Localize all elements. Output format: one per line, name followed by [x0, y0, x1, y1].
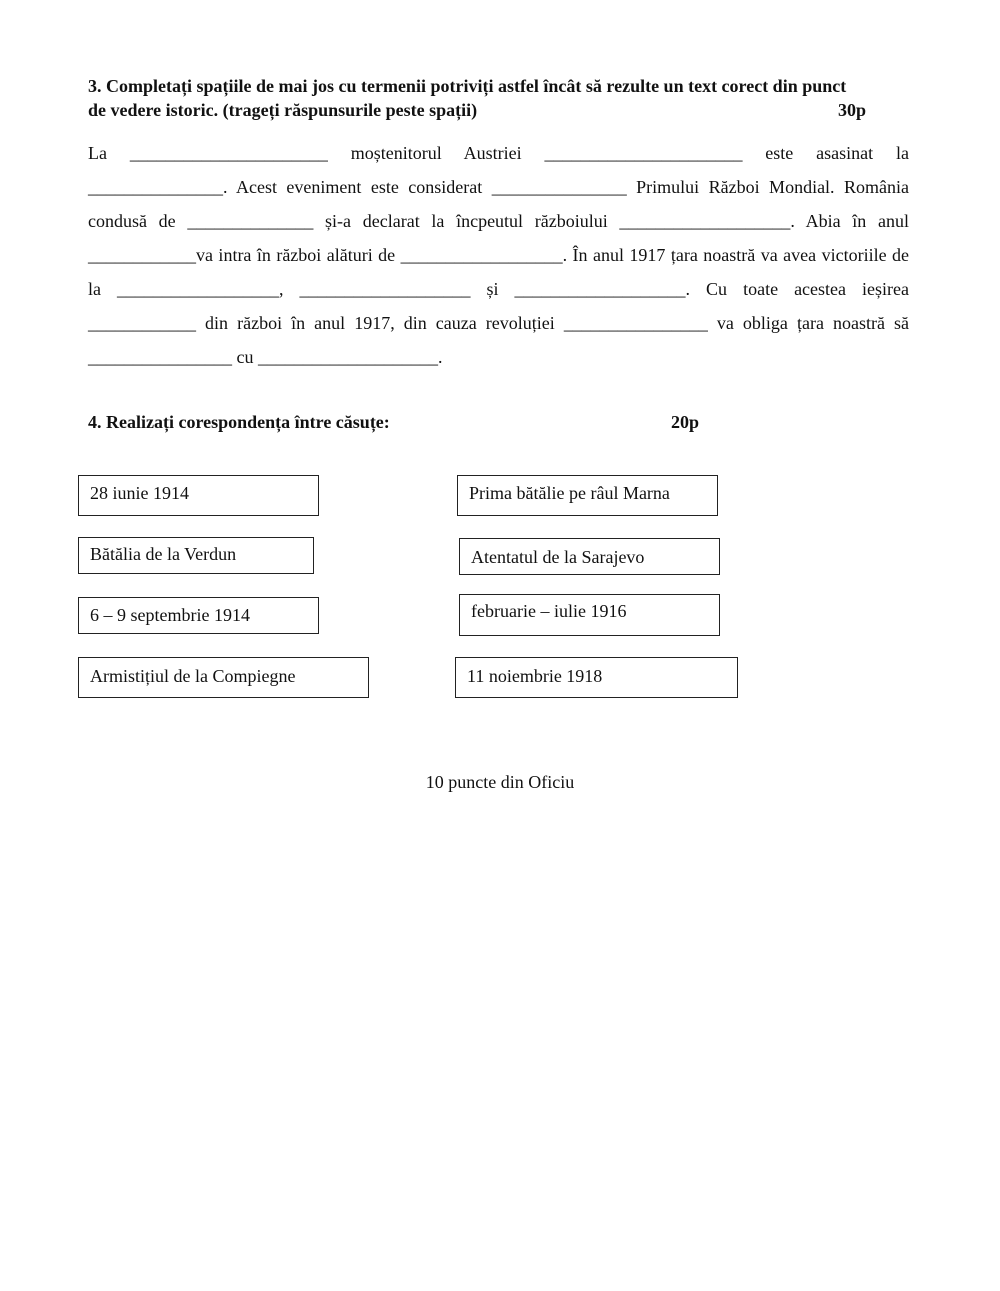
match-box-right-2[interactable]: Atentatul de la Sarajevo	[459, 538, 720, 575]
match-box-left-2[interactable]: Bătălia de la Verdun	[78, 537, 314, 574]
question-4-title: 4. Realizați corespondența între căsuțe:	[88, 412, 390, 432]
footer-note: 10 puncte din Oficiu	[425, 772, 575, 792]
question-3-fill-in-text: La ______________________ moștenitorul Austriei ______________________ este asasinat la _______________. Acest eveniment este considerat _______________ Primului Război Mondial. România condusă de ______________ și-a declarat la încpeutul războiului ___________________. Abia în anul ____________va intra în război alături de __________________. În anul 1917 țara noastră va avea victoriile de la __________________, ___________________ și ___________________. Cu toate acestea ieșirea ____________ din război în anul 1917, din cauza revoluției ________________ va obliga țara noastră să ________________ cu ____________________.	[88, 143, 909, 367]
question-3-points: 30p	[837, 100, 866, 120]
match-box-left-3[interactable]: 6 – 9 septembrie 1914	[78, 597, 319, 634]
match-box-left-4[interactable]: Armistițiul de la Compiegne	[78, 657, 369, 698]
match-box-left-1[interactable]: 28 iunie 1914	[78, 475, 319, 516]
match-box-right-3[interactable]: februarie – iulie 1916	[459, 594, 720, 636]
question-4-points: 20p	[671, 412, 700, 432]
match-box-right-4[interactable]: 11 noiembrie 1918	[455, 657, 738, 698]
question-3-title	[88, 74, 868, 122]
question-3-instructions: 3. Completați spațiile de mai jos cu termenii potriviți astfel încât să rezulte un text corect din punct de vedere istoric. (trageți răspunsurile peste spații)	[88, 76, 847, 120]
match-box-right-1[interactable]: Prima bătălie pe râul Marna	[457, 475, 718, 516]
